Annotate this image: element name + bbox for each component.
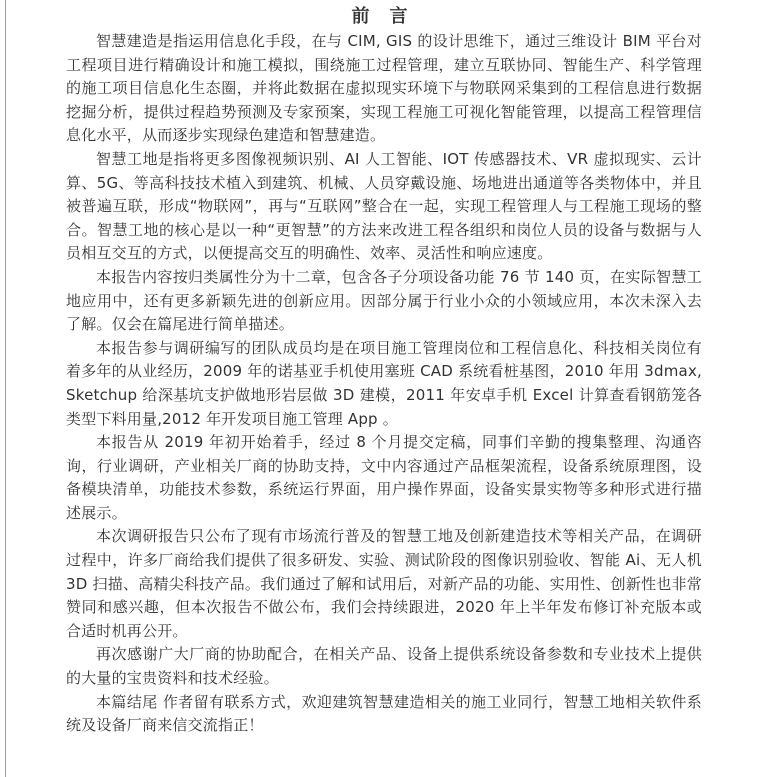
paragraph-report-process: 本报告从 2019 年初开始着手，经过 8 个月提交定稿，同事们辛勤的搜集整理、沟通咨询，行业调研，产业相关厂商的协助支持，文中内容通过产品框架流程，设备系统原理图，设备模块清单，功能技术参数，系统运行界面，用户操作界面，设备实景实物等多种形式进行描述展示。 bbox=[66, 433, 702, 522]
paragraph-team-background: 本报告参与调研编写的团队成员均是在项目施工管理岗位和工程信息化、科技相关岗位有着多年的从业经历，2009 年的诺基亚手机使用塞班 CAD 系统看桩基图，2010 年用 3dmax, Sketchup 给深基坑支护做地形岩层做 3D 建模，2011 年安卓手机 Excel 计算查看钢筋笼各类型下料用量,2012 年开发项目施工管理 App 。 bbox=[66, 338, 702, 428]
paragraph-closing-contact: 本篇结尾 作者留有联系方式，欢迎建筑智慧建造相关的施工业同行，智慧工地相关软件系统及设备厂商来信交流指正！ bbox=[66, 692, 702, 735]
paragraph-scope-disclaimer: 本次调研报告只公布了现有市场流行普及的智慧工地及创新建造技术等相关产品，在调研过程中，许多厂商给我们提供了很多研发、实验、测试阶段的图像识别验收、智能 Ai、无人机 3D 扫描、高精尖科技产品。我们通过了解和试用后，对新产品的功能、实用性、创新性也非常赞同和感兴趣，但本次报告不做公布，我们会持续跟进，2020 年上半年发布修订补充版本或合适时机再公开。 bbox=[66, 527, 702, 640]
paragraph-report-structure: 本报告内容按归类属性分为十二章，包含各子分项设备功能 76 节 140 页，在实际智慧工地应用中，还有更多新颖先进的创新应用。因部分属于行业小众的小领域应用，本次未深入去了解。仅会在篇尾进行简单描述。 bbox=[66, 267, 702, 334]
paragraph-acknowledgement: 再次感谢广大厂商的协助配合，在相关产品、设备上提供系统设备参数和专业技术上提供的大量的宝贵资料和技术经验。 bbox=[66, 645, 702, 688]
paragraph-smart-site-definition: 智慧工地是指将更多图像视频识别、AI 人工智能、IOT 传感器技术、VR 虚拟现实、云计算、5G、等高科技技术植入到建筑、机械、人员穿戴设施、场地进出通道等各类物体中，并且被普遍互联，形成“物联网”，再与“互联网”整合在一起，实现工程管理人与工程施工现场的整合。智慧工地的核心是以一种“更智慧”的方法来改进工程各组织和岗位人员的设备与数据与人员相互交互的方式，以便提高交互的明确性、效率、灵活性和响应速度。 bbox=[66, 149, 702, 263]
document-body bbox=[0, 29, 760, 738]
page-left-border bbox=[5, 0, 6, 777]
paragraph-smart-construction-definition: 智慧建造是指运用信息化手段，在与 CIM, GIS 的设计思维下，通过三维设计 BIM 平台对工程项目进行精确设计和施工模拟，围绕施工过程管理，建立互联协同、智能生产、科学管理的施工项目信息化生态圈，并将此数据在虚拟现实环境下与物联网采集到的工程信息进行数据挖掘分析，提供过程趋势预测及专家预案，实现工程施工可视化智能管理，以提高工程管理信息化水平，从而逐步实现绿色建造和智慧建造。 bbox=[66, 32, 702, 145]
page-title: 前 言 bbox=[351, 6, 409, 27]
